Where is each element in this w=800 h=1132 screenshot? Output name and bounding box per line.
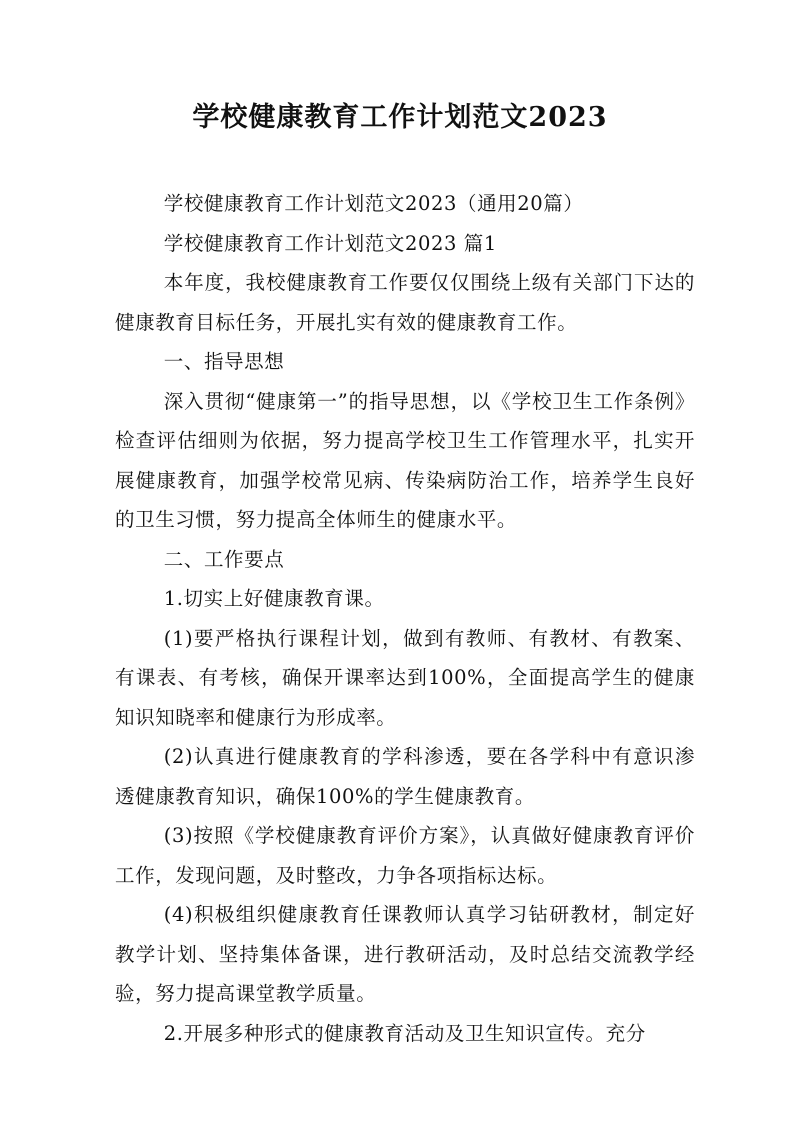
- paragraph-item-1-4: (4)积极组织健康教育任课教师认真学习钻研教材，制定好教学计划、坚持集体备课，进行教研活动，及时总结交流教学经验，努力提高课堂教学质量。: [115, 903, 695, 1005]
- paragraph-item-1-2: (2)认真进行健康教育的学科渗透，要在各学科中有意识渗透健康教育知识，确保100%的学生健康教育。: [115, 745, 695, 808]
- heading-work-points: 二、工作要点: [163, 547, 285, 571]
- paragraph-item-1-3: (3)按照《学校健康教育评价方案》，认真做好健康教育评价工作，发现问题，及时整改，力争各项指标达标。: [115, 824, 695, 887]
- heading-guiding-ideology: 一、指导思想: [163, 350, 285, 373]
- paragraph-intro: 本年度，我校健康教育工作要仅仅围绕上级有关部门下达的健康教育目标任务，开展扎实有效的健康教育工作。: [115, 271, 695, 334]
- document-body: [115, 184, 695, 1053]
- document-title: 学校健康教育工作计划范文2023: [192, 102, 608, 133]
- paragraph-item-2: 2.开展多种形式的健康教育活动及卫生知识宣传。充分: [163, 1021, 646, 1045]
- paragraph-item-1-1: (1)要严格执行课程计划，做到有教师、有教材、有教案、有课表、有考核，确保开课率达到100%，全面提高学生的健康知识知晓率和健康行为形成率。: [115, 626, 695, 729]
- paragraph-guiding-ideology: 深入贯彻“健康第一”的指导思想，以《学校卫生工作条例》检查评估细则为依据，努力提高学校卫生工作管理水平，扎实开展健康教育，加强学校常见病、传染病防治工作，培养学生良好的卫生习惯，努力提高全体师生的健康水平。: [115, 389, 695, 531]
- paragraph-section-label: 学校健康教育工作计划范文2023 篇1: [163, 231, 497, 255]
- paragraph-subtitle: 学校健康教育工作计划范文2023（通用20篇）: [163, 192, 584, 215]
- paragraph-item-1: 1.切实上好健康教育课。: [163, 587, 385, 610]
